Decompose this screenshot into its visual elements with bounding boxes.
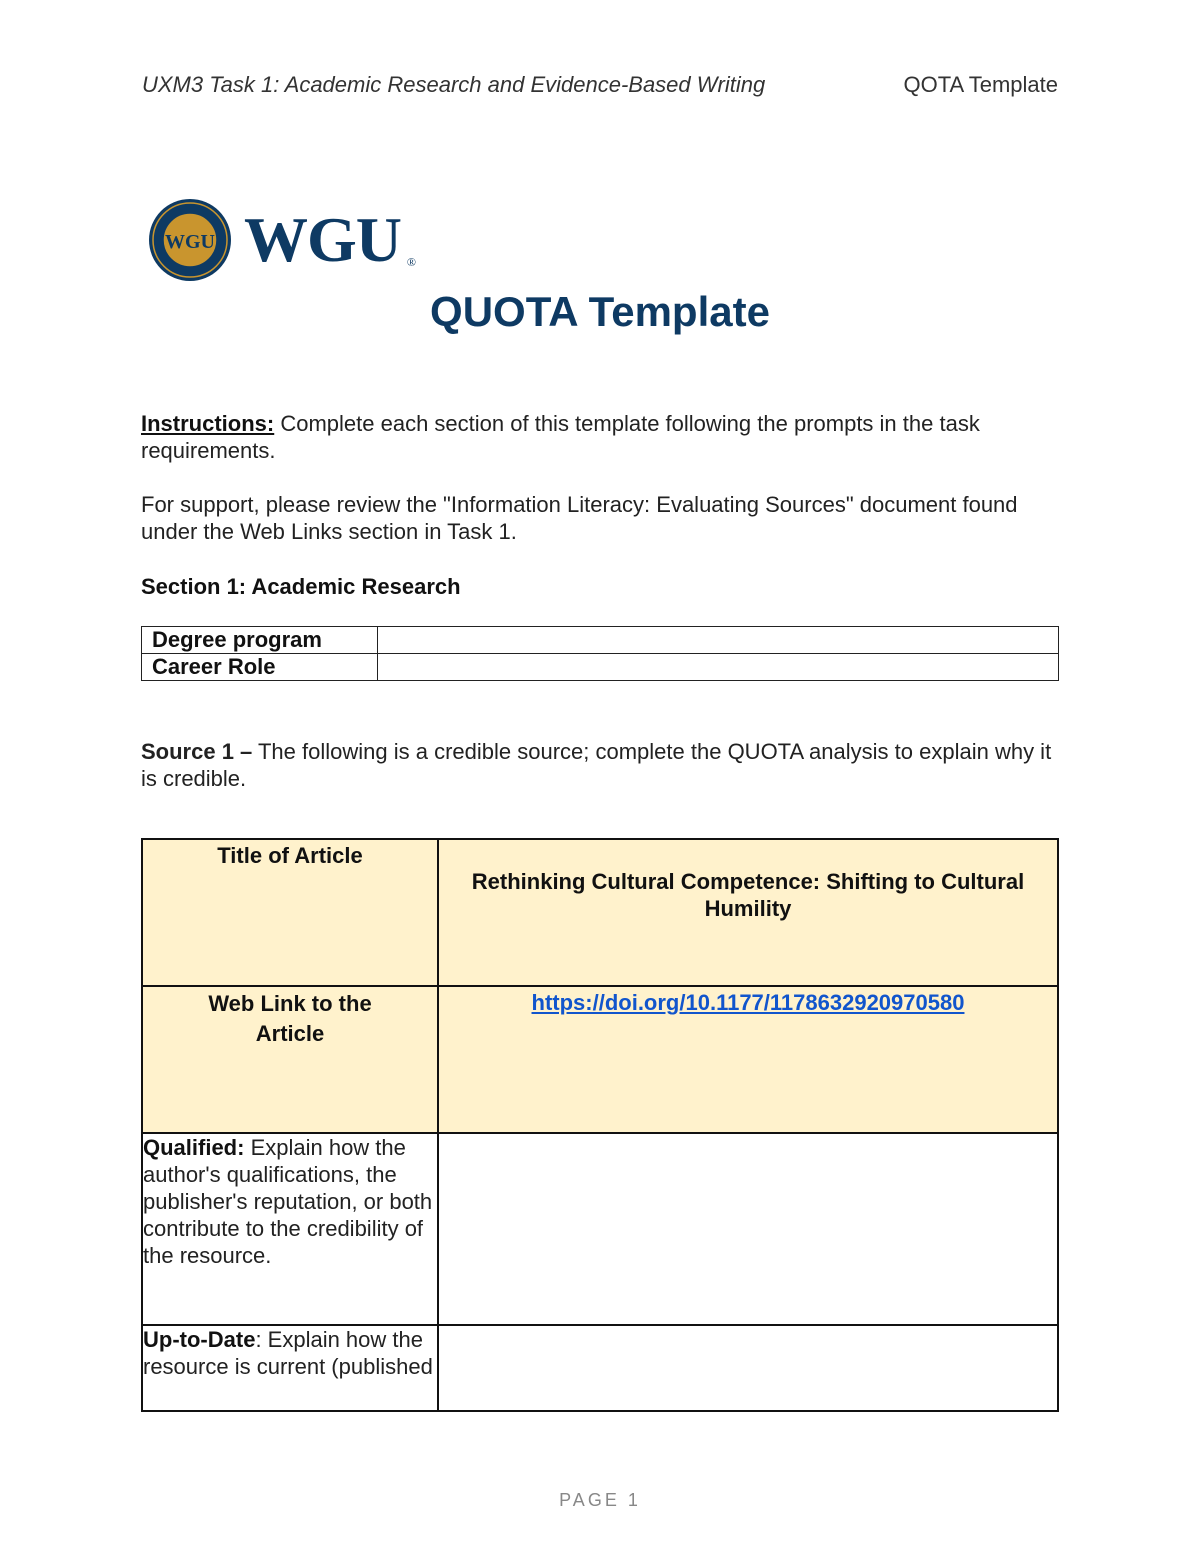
support-paragraph: For support, please review the "Information Literacy: Evaluating Sources" document found under the Web Links section in Task 1. [141, 492, 1018, 544]
page-number: PAGE 1 [559, 1490, 641, 1510]
quota-analysis-table [141, 838, 1059, 1412]
instructions-label: Instructions: [141, 411, 275, 436]
up-to-date-label: Up-to-Date [143, 1327, 256, 1352]
instructions-text: Complete each section of this template following the prompts in the task requirements. [141, 411, 980, 463]
university-seal-icon [148, 198, 232, 282]
svg-text:WGU: WGU [165, 231, 215, 253]
program-info-table [141, 626, 1059, 681]
table-row [142, 839, 1058, 986]
source-1-text: The following is a credible source; complete the QUOTA analysis to explain why it is credible. [141, 739, 1052, 791]
table-row [142, 654, 1059, 681]
qualified-label: Qualified: [143, 1135, 245, 1160]
registered-mark: ® [406, 255, 415, 269]
web-link-label: Web Link to the Article [142, 986, 438, 1133]
title-of-article-label: Title of Article [142, 839, 438, 986]
source-1-label: Source 1 – [141, 739, 253, 764]
section-1-heading: Section 1: Academic Research [141, 574, 461, 599]
qualified-prompt [142, 1133, 438, 1325]
page-title: QUOTA Template [430, 288, 770, 335]
table-row [142, 986, 1058, 1133]
title-of-article-value: Rethinking Cultural Competence: Shifting to Cultural Humility [438, 839, 1058, 986]
qualified-response-field[interactable] [438, 1133, 1058, 1325]
wgu-logo [148, 198, 415, 282]
up-to-date-prompt [142, 1325, 438, 1411]
up-to-date-response-field[interactable] [438, 1325, 1058, 1411]
table-row [142, 1133, 1058, 1325]
web-link-cell [438, 986, 1058, 1133]
article-doi-link[interactable]: https://doi.org/10.1177/1178632920970580 [531, 990, 965, 1015]
up-to-date-text: : Explain how the resource is current (published [143, 1327, 433, 1379]
table-row [142, 1325, 1058, 1411]
instructions-paragraph [141, 410, 1061, 464]
wgu-wordmark [244, 204, 415, 275]
header-document-name: QOTA Template [903, 72, 1058, 97]
table-row [142, 627, 1059, 654]
career-role-label: Career Role [142, 654, 378, 681]
wordmark-text: WGU [244, 204, 401, 275]
career-role-field[interactable] [378, 654, 1059, 681]
header-course-title: UXM3 Task 1: Academic Research and Evidence-Based Writing [142, 72, 766, 97]
degree-program-field[interactable] [378, 627, 1059, 654]
source-1-paragraph [141, 738, 1061, 792]
qualified-text: Explain how the author's qualifications, the publisher's reputation, or both contribute to the credibility of the resource. [143, 1135, 433, 1268]
degree-program-label: Degree program [142, 627, 378, 654]
